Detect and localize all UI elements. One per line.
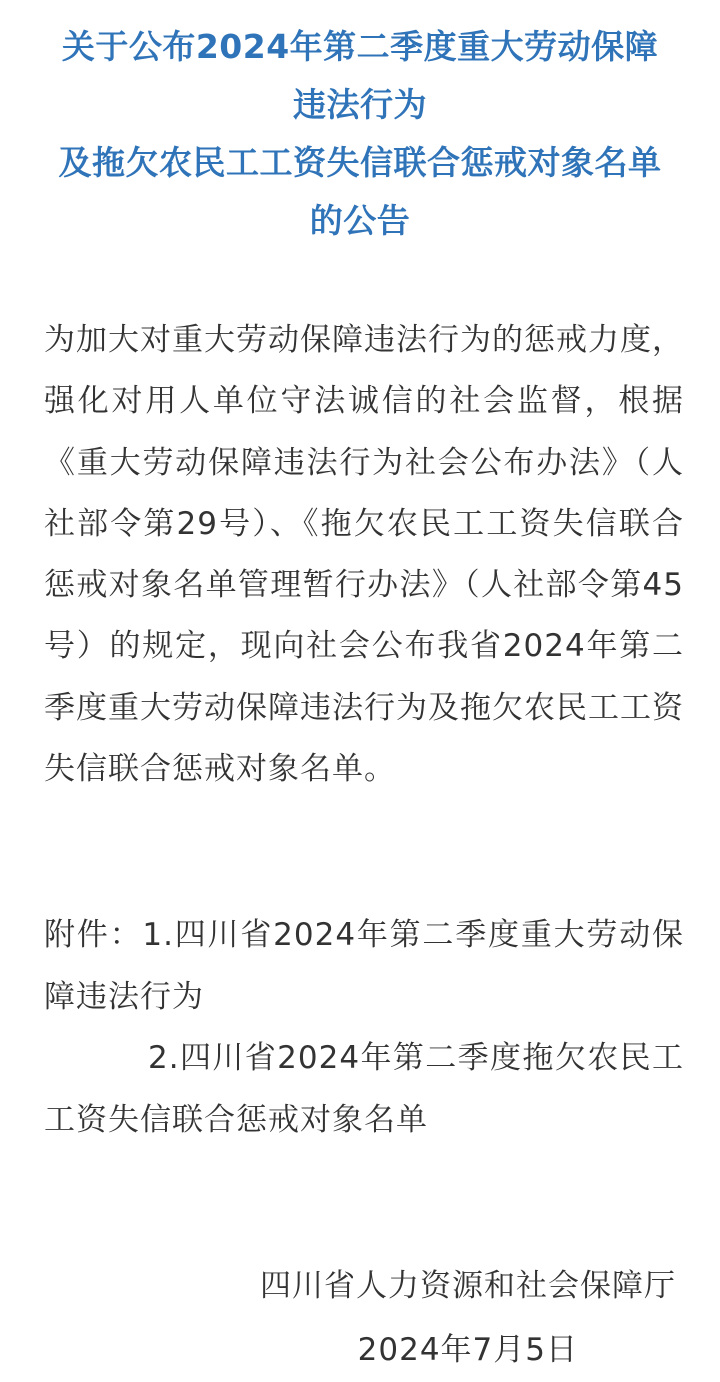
attachment-item-1: 附件：1.四川省2024年第二季度重大劳动保障违法行为 xyxy=(44,917,684,1015)
title-line-1: 关于公布2024年第二季度重大劳动保障 xyxy=(61,27,659,66)
announcement-title xyxy=(0,18,720,250)
title-line-2: 违法行为 xyxy=(293,85,427,124)
signature-date: 2024年7月5日 xyxy=(357,1332,578,1368)
attachments-section xyxy=(44,905,684,1151)
title-line-3: 及拖欠农民工工资失信联合惩戒对象名单 xyxy=(58,143,662,182)
signature-block xyxy=(260,1254,676,1382)
signature-organization: 四川省人力资源和社会保障厅 xyxy=(260,1268,676,1304)
attachment-item-2: 2.四川省2024年第二季度拖欠农民工工资失信联合惩戒对象名单 xyxy=(44,1040,684,1138)
body-paragraph: 为加大对重大劳动保障违法行为的惩戒力度，强化对用人单位守法诚信的社会监督，根据《重大劳动保障违法行为社会公布办法》（人社部令第29号）、《拖欠农民工工资失信联合惩戒对象名单管理暂行办法》（人社部令第45号）的规定，现向社会公布我省2024年第二季度重大劳动保障违法行为及拖欠农民工工资失信联合惩戒对象名单。 xyxy=(44,322,684,788)
title-line-4: 的公告 xyxy=(309,201,411,240)
